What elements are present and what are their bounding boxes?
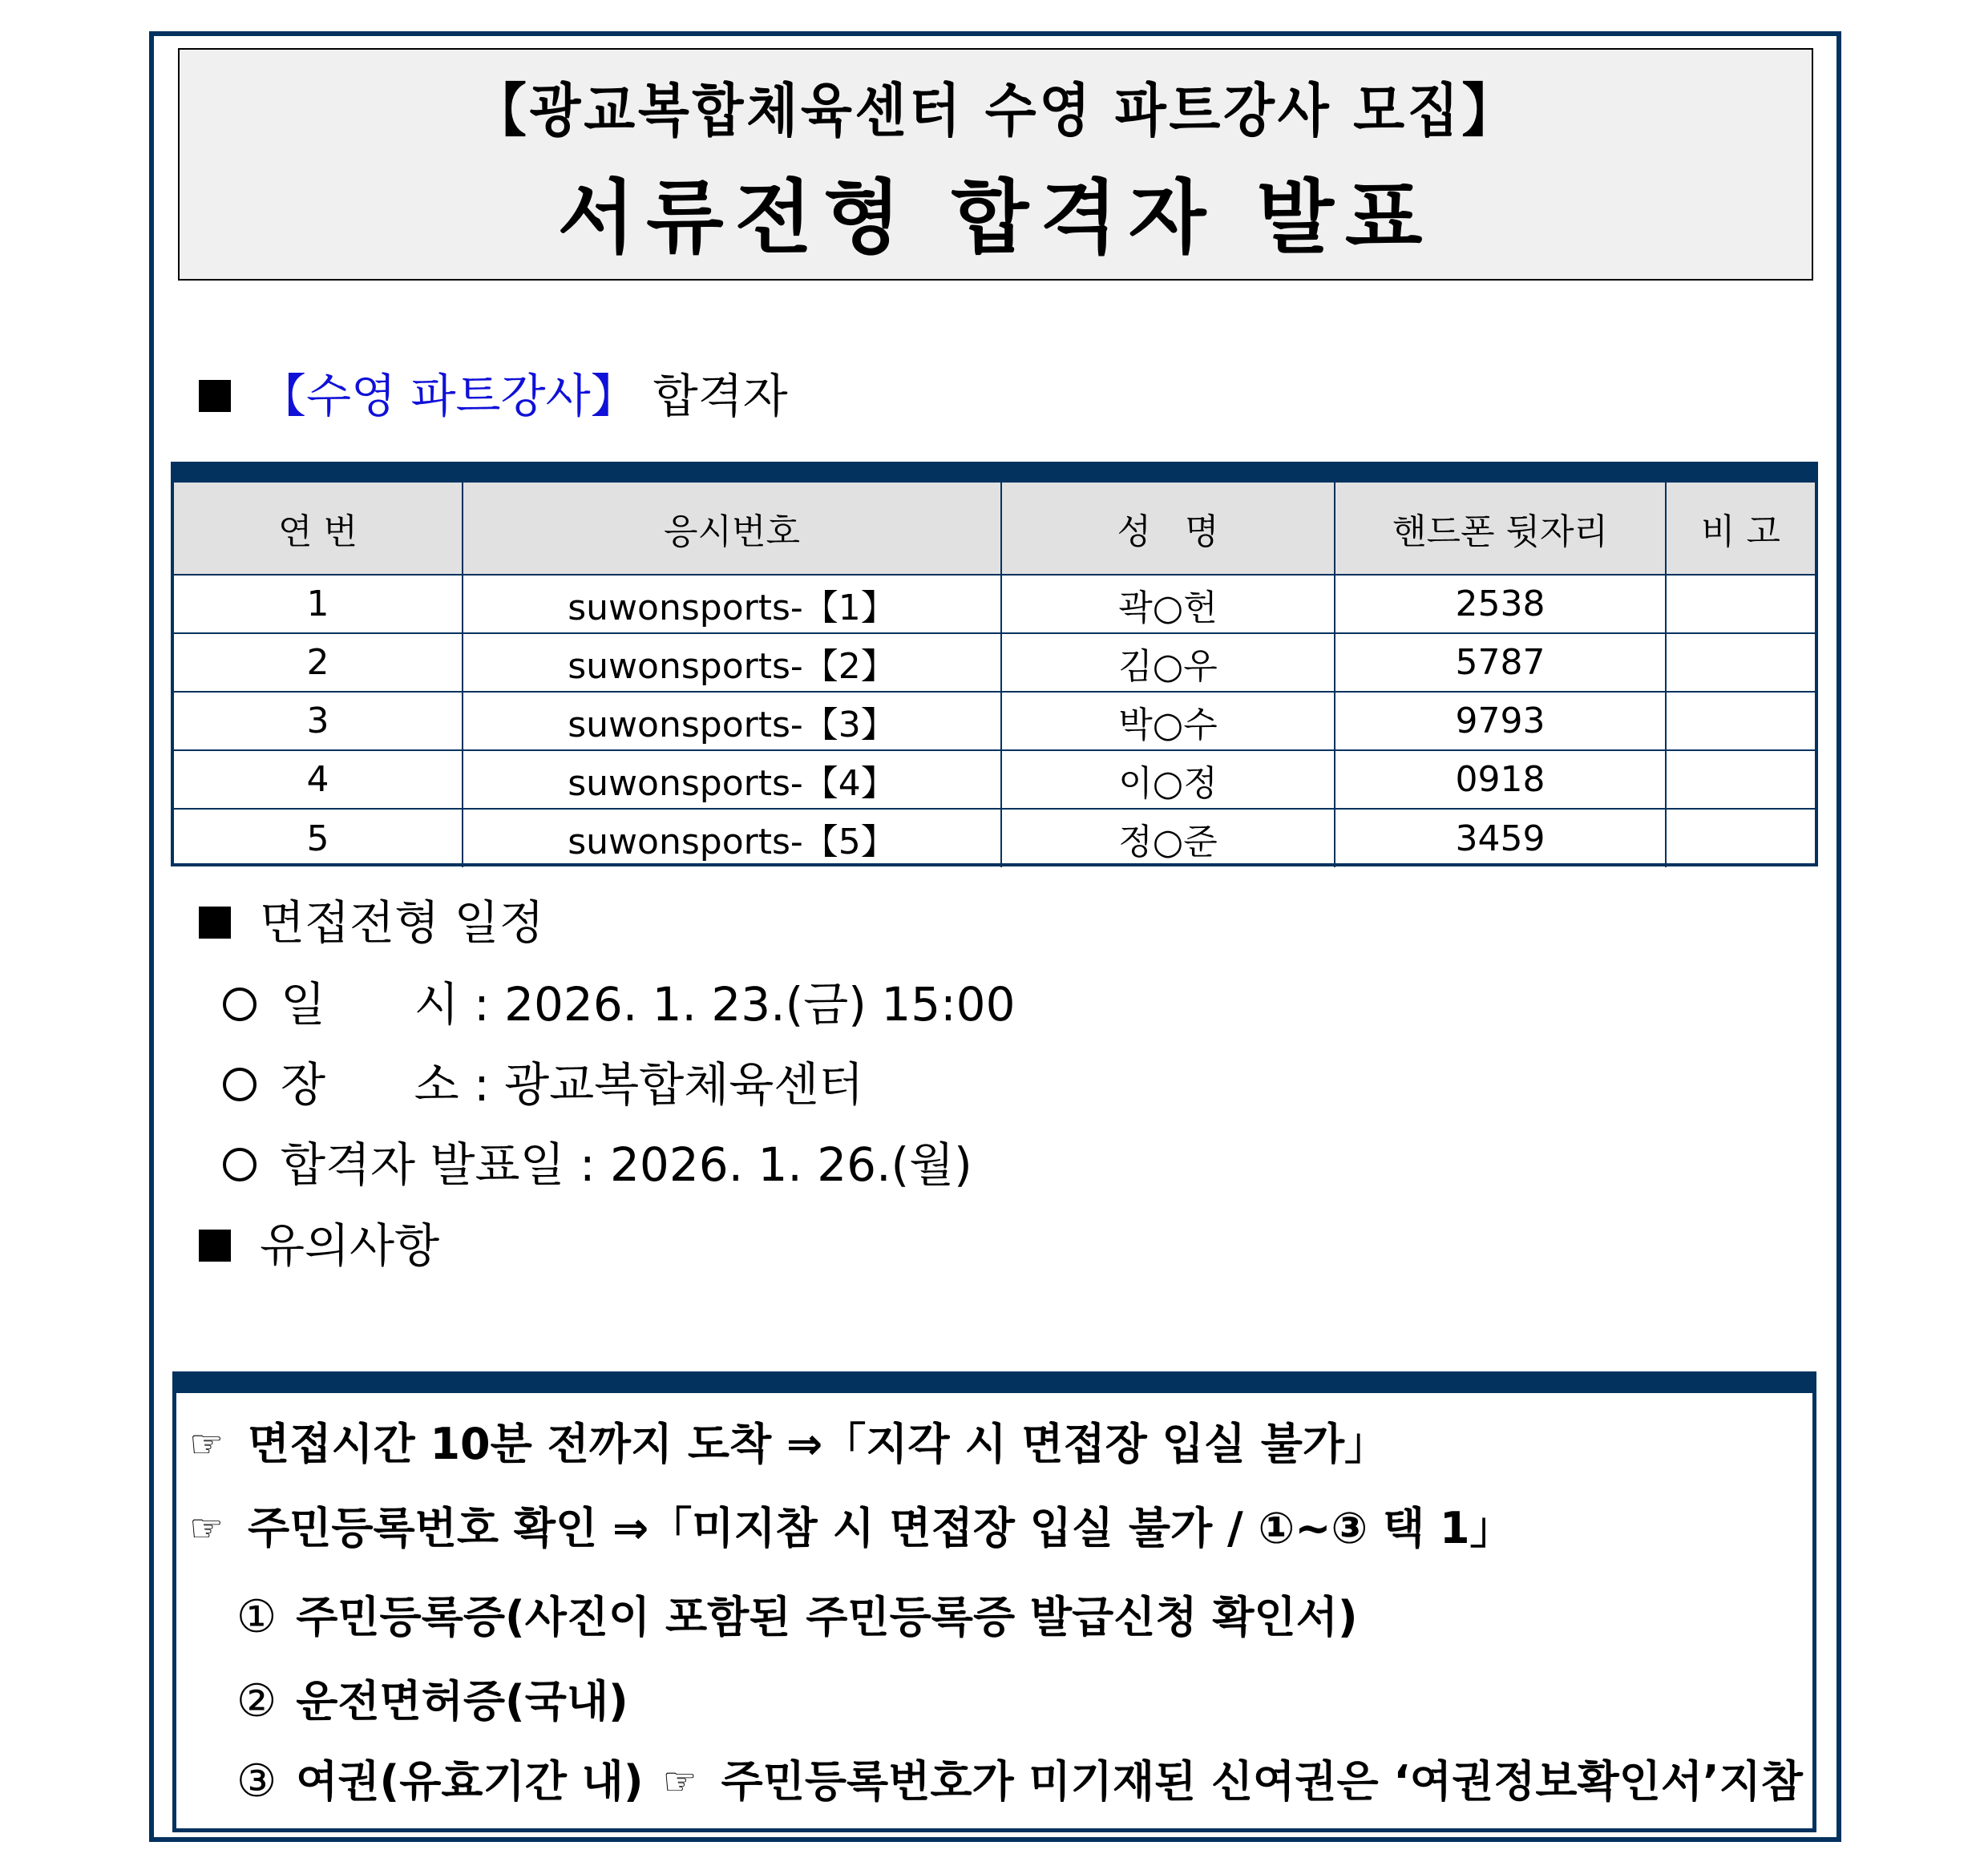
cell-phone: 3459	[1335, 809, 1666, 867]
schedule-item-location	[223, 1057, 864, 1112]
cell-note	[1666, 633, 1815, 692]
cell-phone: 9793	[1335, 692, 1666, 750]
notice-line-arrival	[189, 1419, 1388, 1469]
schedule-item-announcement	[223, 1137, 972, 1192]
cell-no: 3	[174, 692, 463, 750]
schedule-value: 2026. 1. 23.(금) 15:00	[504, 977, 1016, 1032]
cell-phone: 0918	[1335, 750, 1666, 809]
circle-bullet-icon	[223, 1068, 257, 1101]
cell-id: suwonsports-【2】	[463, 633, 1001, 692]
page-subtitle: 서류전형 합격자 발표	[557, 171, 1434, 265]
schedule-label: 합격자 발표일	[281, 1137, 565, 1192]
id-option-text: 여권(유효기간 내)	[296, 1756, 644, 1807]
circle-bullet-icon	[223, 1148, 257, 1181]
title-box	[178, 48, 1813, 281]
table-row	[174, 809, 1815, 867]
cell-name: 이○정	[1001, 750, 1335, 809]
notice-line-id-check	[189, 1503, 1513, 1553]
id-option-2	[236, 1675, 628, 1727]
cell-name: 곽○헌	[1001, 575, 1335, 633]
cell-no: 2	[174, 633, 463, 692]
section-passers-heading	[199, 369, 788, 423]
pointing-hand-icon: ☞	[189, 1422, 224, 1467]
section-label: 면접전형 일정	[260, 895, 544, 950]
notice-text: 면접시간 10분 전까지 도착 ⇒「지각 시 면접장 입실 불가」	[248, 1419, 1388, 1469]
cell-name: 김○우	[1001, 633, 1335, 692]
notice-text: 주민등록번호 확인 ⇒「미지참 시 면접장 입실 불가 / ①~③ 택 1」	[248, 1503, 1513, 1553]
schedule-label: 장 소	[281, 1057, 459, 1112]
black-square-icon	[199, 380, 231, 412]
cell-name: 정○준	[1001, 809, 1335, 867]
cell-phone: 2538	[1335, 575, 1666, 633]
section-schedule-heading	[199, 895, 544, 950]
section-label: 합격자	[653, 369, 788, 423]
schedule-value: 2026. 1. 26.(월)	[610, 1137, 972, 1192]
table-row	[174, 750, 1815, 809]
table-header-row	[174, 483, 1815, 575]
schedule-separator: :	[459, 977, 505, 1032]
schedule-separator: :	[459, 1057, 505, 1112]
cell-no: 4	[174, 750, 463, 809]
header-id: 응시번호	[463, 483, 1001, 575]
cell-note	[1666, 575, 1815, 633]
id-option-3	[236, 1755, 1803, 1807]
pointing-hand-icon: ☞	[662, 1759, 697, 1804]
cell-no: 5	[174, 809, 463, 867]
header-no: 연 번	[174, 483, 463, 575]
cell-phone: 5787	[1335, 633, 1666, 692]
schedule-label: 일 시	[281, 977, 459, 1032]
pointing-hand-icon: ☞	[189, 1506, 224, 1551]
page-title: 【광교복합체육센터 수영 파트강사 모집】	[473, 77, 1518, 144]
circle-bullet-icon	[223, 987, 257, 1021]
circled-number-icon: ②	[236, 1675, 277, 1727]
schedule-separator: :	[564, 1137, 611, 1192]
table-row	[174, 575, 1815, 633]
header-phone: 핸드폰 뒷자리	[1335, 483, 1666, 575]
cell-note	[1666, 809, 1815, 867]
black-square-icon	[199, 907, 231, 939]
cell-id: suwonsports-【5】	[463, 809, 1001, 867]
section-label: 유의사항	[260, 1218, 440, 1273]
cell-no: 1	[174, 575, 463, 633]
circled-number-icon: ③	[236, 1755, 277, 1807]
passers-table	[171, 462, 1818, 866]
id-option-extra: 주민등록번호가 미기재된 신여권은 ‘여권정보확인서’지참	[721, 1756, 1803, 1807]
id-option-text: 주민등록증(사진이 포함된 주민등록증 발급신청 확인서)	[296, 1592, 1358, 1642]
black-square-icon	[199, 1230, 231, 1262]
cell-id: suwonsports-【3】	[463, 692, 1001, 750]
id-option-1	[236, 1591, 1358, 1643]
id-option-text: 운전면허증(국내)	[296, 1676, 628, 1727]
schedule-item-datetime	[223, 977, 1016, 1032]
cell-id: suwonsports-【4】	[463, 750, 1001, 809]
table-row	[174, 692, 1815, 750]
circled-number-icon: ①	[236, 1591, 277, 1643]
cell-id: suwonsports-【1】	[463, 575, 1001, 633]
section-highlight: 【수영 파트강사】	[260, 369, 637, 423]
schedule-value: 광교복합체육센터	[504, 1057, 864, 1112]
table-row	[174, 633, 1815, 692]
section-notes-heading	[199, 1218, 440, 1273]
cell-note	[1666, 692, 1815, 750]
cell-name: 박○수	[1001, 692, 1335, 750]
header-note: 비 고	[1666, 483, 1815, 575]
cell-note	[1666, 750, 1815, 809]
header-name: 성 명	[1001, 483, 1335, 575]
